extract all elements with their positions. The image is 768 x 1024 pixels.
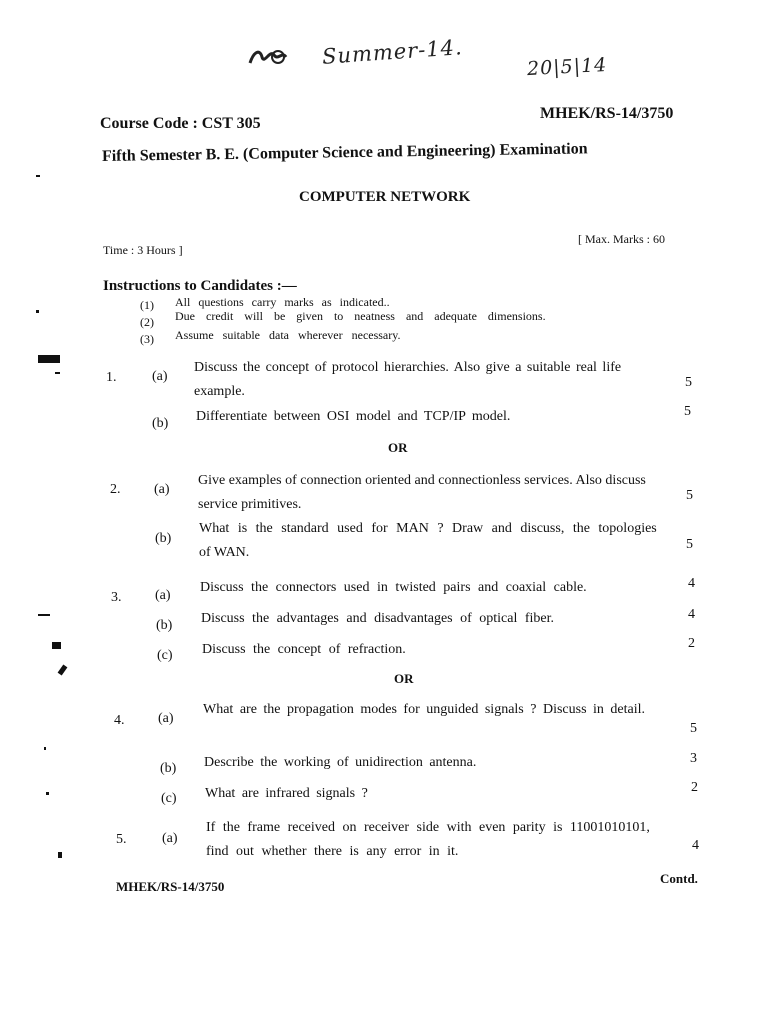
subquestion-label: (b) bbox=[152, 416, 169, 431]
subquestion-label: (b) bbox=[160, 761, 177, 776]
instructions-title: Instructions to Candidates :— bbox=[103, 278, 297, 294]
instruction-text: Assume suitable data wherever necessary. bbox=[175, 328, 401, 342]
time-allowed: Time : 3 Hours ] bbox=[103, 243, 183, 257]
scan-speck bbox=[44, 747, 46, 750]
question-number: 5. bbox=[116, 832, 127, 847]
scan-speck bbox=[58, 852, 62, 858]
scan-speck bbox=[55, 372, 60, 374]
question-text: What is the standard used for MAN ? Draw and discuss, the topologies bbox=[199, 521, 657, 536]
marks: 4 bbox=[692, 838, 699, 853]
scribble-mark-icon bbox=[248, 45, 288, 69]
question-number: 4. bbox=[114, 713, 125, 728]
marks: 3 bbox=[690, 751, 697, 766]
question-number: 1. bbox=[106, 370, 117, 385]
instruction-num: (1) bbox=[140, 298, 154, 312]
question-text: Discuss the connectors used in twisted pairs and coaxial cable. bbox=[200, 580, 587, 595]
paper-code: MHEK/RS-14/3750 bbox=[540, 105, 674, 122]
instruction-text: All questions carry marks as indicated.. bbox=[175, 295, 390, 309]
handwritten-note-right: 20|5|14 bbox=[526, 53, 608, 81]
marks: 4 bbox=[688, 607, 695, 622]
scan-speck bbox=[46, 792, 49, 795]
marks: 5 bbox=[686, 488, 693, 503]
question-text: Discuss the advantages and disadvantages of optical fiber. bbox=[201, 611, 555, 626]
subquestion-label: (b) bbox=[156, 618, 173, 633]
or-separator: OR bbox=[388, 440, 408, 455]
or-separator: OR bbox=[394, 671, 414, 686]
footer-paper-code: MHEK/RS-14/3750 bbox=[116, 879, 225, 894]
subquestion-label: (c) bbox=[161, 791, 177, 806]
question-text: What are the propagation modes for unguided signals ? Discuss in detail. bbox=[203, 702, 646, 717]
marks: 5 bbox=[686, 537, 693, 552]
question-number: 2. bbox=[110, 482, 121, 497]
subject-title: COMPUTER NETWORK bbox=[299, 189, 471, 205]
subquestion-label: (a) bbox=[152, 369, 168, 384]
question-text: find out whether there is any error in it. bbox=[206, 844, 459, 859]
handwritten-scribble bbox=[248, 45, 288, 74]
marks: 2 bbox=[688, 636, 695, 651]
question-text: Give examples of connection oriented and connectionless services. Also discuss bbox=[198, 473, 646, 488]
question-text: Describe the working of unidirection antenna. bbox=[204, 755, 477, 770]
marks: 2 bbox=[691, 780, 698, 795]
instruction-num: (2) bbox=[140, 315, 154, 329]
continued-note: Contd. bbox=[660, 871, 698, 886]
subquestion-label: (a) bbox=[162, 831, 178, 846]
scan-speck bbox=[36, 175, 40, 177]
subquestion-label: (a) bbox=[158, 711, 174, 726]
scan-speck bbox=[36, 310, 39, 313]
max-marks: [ Max. Marks : 60 bbox=[578, 232, 665, 246]
scan-speck bbox=[38, 614, 50, 616]
question-text: example. bbox=[194, 384, 245, 399]
question-text: of WAN. bbox=[199, 545, 250, 560]
subquestion-label: (a) bbox=[154, 482, 170, 497]
question-text: Discuss the concept of refraction. bbox=[202, 642, 406, 657]
question-text: Differentiate between OSI model and TCP/IP model. bbox=[196, 409, 511, 424]
instruction-text: Due credit will be given to neatness and adequate dimensions. bbox=[175, 309, 546, 323]
subquestion-label: (b) bbox=[155, 531, 172, 546]
scan-speck bbox=[38, 355, 60, 363]
exam-title: Fifth Semester B. E. (Computer Science and Engineering) Examination bbox=[101, 140, 588, 165]
marks: 4 bbox=[688, 576, 695, 591]
subquestion-label: (a) bbox=[155, 588, 171, 603]
marks: 5 bbox=[684, 404, 691, 419]
question-text: service primitives. bbox=[198, 497, 302, 512]
marks: 5 bbox=[690, 721, 697, 736]
instruction-num: (3) bbox=[140, 332, 154, 346]
subquestion-label: (c) bbox=[157, 648, 173, 663]
question-text: If the frame received on receiver side with even parity is 11001010101, bbox=[206, 820, 650, 835]
question-number: 3. bbox=[111, 590, 122, 605]
question-text: Discuss the concept of protocol hierarchies. Also give a suitable real life bbox=[194, 360, 622, 375]
question-text: What are infrared signals ? bbox=[205, 786, 368, 801]
handwritten-note-left: Summer-14. bbox=[321, 35, 464, 69]
marks: 5 bbox=[685, 375, 692, 390]
scan-speck bbox=[52, 642, 61, 649]
scan-speck bbox=[58, 664, 68, 675]
course-code: Course Code : CST 305 bbox=[100, 115, 261, 132]
